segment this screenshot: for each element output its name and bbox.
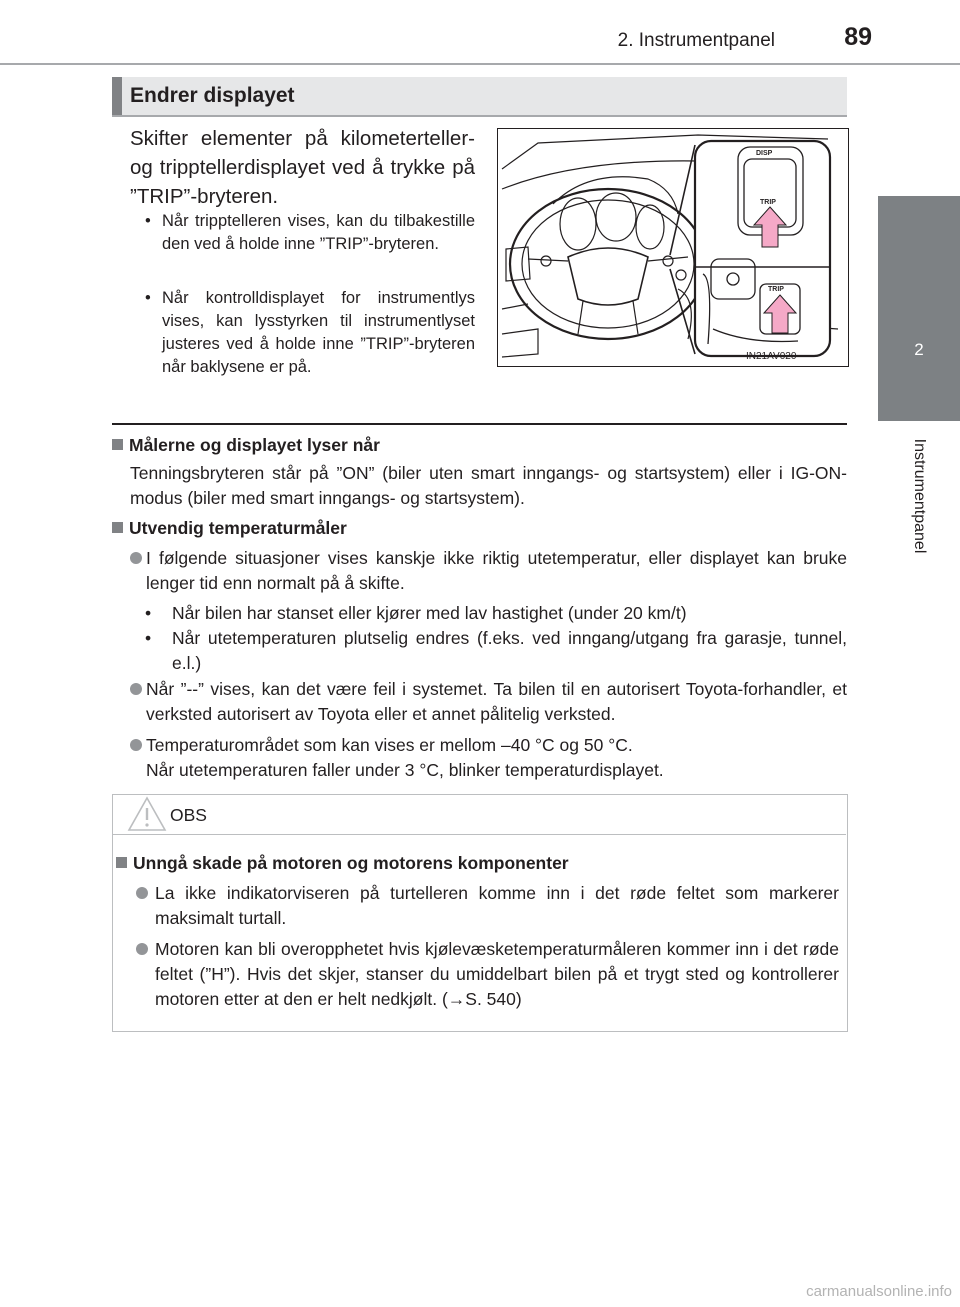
caution-heading-text: Unngå skade på motoren og motorens komponenter xyxy=(133,853,569,873)
bullet-dot-icon xyxy=(130,683,142,695)
temperature-bullet-3-line-2: Når utetemperaturen faller under 3 °C, blinker temperaturdisplayet. xyxy=(146,760,664,780)
subpoint-1-text: Når tripptelleren vises, kan du tilbakestille den ved å holde inne ”TRIP”-bryteren. xyxy=(162,212,475,253)
steering-wheel-illustration xyxy=(497,128,849,367)
watermark: carmanualsonline.info xyxy=(806,1283,952,1300)
temperature-subpoint-1-text: Når bilen har stanset eller kjører med lav hastighet (under 20 km/t) xyxy=(172,603,687,623)
temperature-subpoint-1: • Når bilen har stanset eller kjører med lav hastighet (under 20 km/t) xyxy=(145,601,847,626)
note-heading-lights-text: Målerne og displayet lyser når xyxy=(129,435,380,455)
chapter-tab-label xyxy=(878,421,960,571)
temperature-bullet-2-text: Når ”--” vises, kan det være feil i systemet. Ta bilen til en autorisert Toyota-forhandler, et verksted autorisert av Toyota eller et annet pålitelig verksted. xyxy=(146,679,847,724)
temperature-bullet-1 xyxy=(130,546,847,596)
temperature-bullet-2 xyxy=(130,677,847,727)
section-heading-bar xyxy=(112,77,122,115)
caution-bullet-2-text: Motoren kan bli overopphetet hvis kjølevæsketemperaturmåleren kommer inn i det røde feltet (”H”). Hvis det skjer, stanser du umiddelbart bilen på et trygt sted og kontrollerer motoren etter at den er helt nedkjølt. (→S. 540) xyxy=(155,939,839,1009)
note-text-lights: Tenningsbryteren står på ”ON” (biler uten smart inngangs- og startsystem) eller i IG-ON-modus (biler med smart inngangs- og startsystem). xyxy=(130,463,847,508)
warning-triangle-icon xyxy=(127,796,167,832)
temperature-bullet-3 xyxy=(130,733,847,783)
section-lead-text: Skifter elementer på kilometerteller- og tripptellerdisplayet ved å trykke på ”TRIP”-bryteren. xyxy=(130,127,475,208)
note-heading-temperature xyxy=(112,518,347,539)
figure-label-trip-top: TRIP xyxy=(760,199,776,206)
figure-label-disp: DISP xyxy=(756,150,773,157)
bullet-dot-icon xyxy=(136,887,148,899)
section-heading-text: Endrer displayet xyxy=(130,84,295,107)
subpoint-2-text: Når kontrolldisplayet for instrumentlys vises, kan lysstyrken til instrumentlyset justeres ved å holde inne ”TRIP”-bryteren når baklysene er på. xyxy=(162,289,475,376)
caution-label: OBS xyxy=(170,805,207,825)
figure-label-trip-bottom: TRIP xyxy=(768,286,784,293)
caution-bullet-2 xyxy=(136,937,839,1012)
bullet-dot-icon xyxy=(136,943,148,955)
note-heading-lights xyxy=(112,435,380,456)
note-heading-temperature-text: Utvendig temperaturmåler xyxy=(129,518,347,538)
section-divider xyxy=(112,423,847,425)
page-number: 89 xyxy=(844,23,872,51)
section-heading xyxy=(112,77,847,117)
temperature-subpoint-2: • Når utetemperaturen plutselig endres (f.eks. ved inngang/utgang fra garasje, tunnel, e.l.) xyxy=(145,626,847,676)
bullet-dot-icon xyxy=(130,552,142,564)
temperature-subpoint-2-text: Når utetemperaturen plutselig endres (f.eks. ved inngang/utgang fra garasje, tunnel, e.l.) xyxy=(172,628,847,673)
chapter-title: 2. Instrumentpanel xyxy=(617,30,775,51)
steering-wheel-drawing xyxy=(498,129,848,366)
square-marker-icon xyxy=(112,439,123,450)
figure-code: IN21AV020 xyxy=(746,351,797,362)
chapter-tab xyxy=(878,196,960,421)
subpoint-2: • Når kontrolldisplayet for instrumentlys vises, kan lysstyrken til instrumentlyset justeres ved å holde inne ”TRIP”-bryteren når baklysene er på. xyxy=(145,287,475,379)
square-marker-icon xyxy=(112,522,123,533)
chapter-tab-number: 2 xyxy=(914,340,924,359)
caution-bullet-1 xyxy=(136,881,839,931)
caution-header xyxy=(113,795,846,835)
square-marker-icon xyxy=(116,857,127,868)
caution-heading xyxy=(116,853,569,874)
caution-bullet-1-text: La ikke indikatorviseren på turtelleren komme inn i det røde feltet som markerer maksimalt turtall. xyxy=(155,883,839,928)
subpoint-1: • Når tripptelleren vises, kan du tilbakestille den ved å holde inne ”TRIP”-bryteren. xyxy=(145,210,475,256)
temperature-bullet-3-line-1: Temperaturområdet som kan vises er mellom –40 °C og 50 °C. xyxy=(146,735,633,755)
temperature-bullet-1-text: I følgende situasjoner vises kanskje ikke riktig utetemperatur, eller displayet kan bruke lenger tid enn normalt på å skifte. xyxy=(146,548,847,593)
chapter-tab-label-text: Instrumentpanel xyxy=(911,438,928,554)
bullet-dot-icon xyxy=(130,739,142,751)
header-rule xyxy=(0,63,960,65)
